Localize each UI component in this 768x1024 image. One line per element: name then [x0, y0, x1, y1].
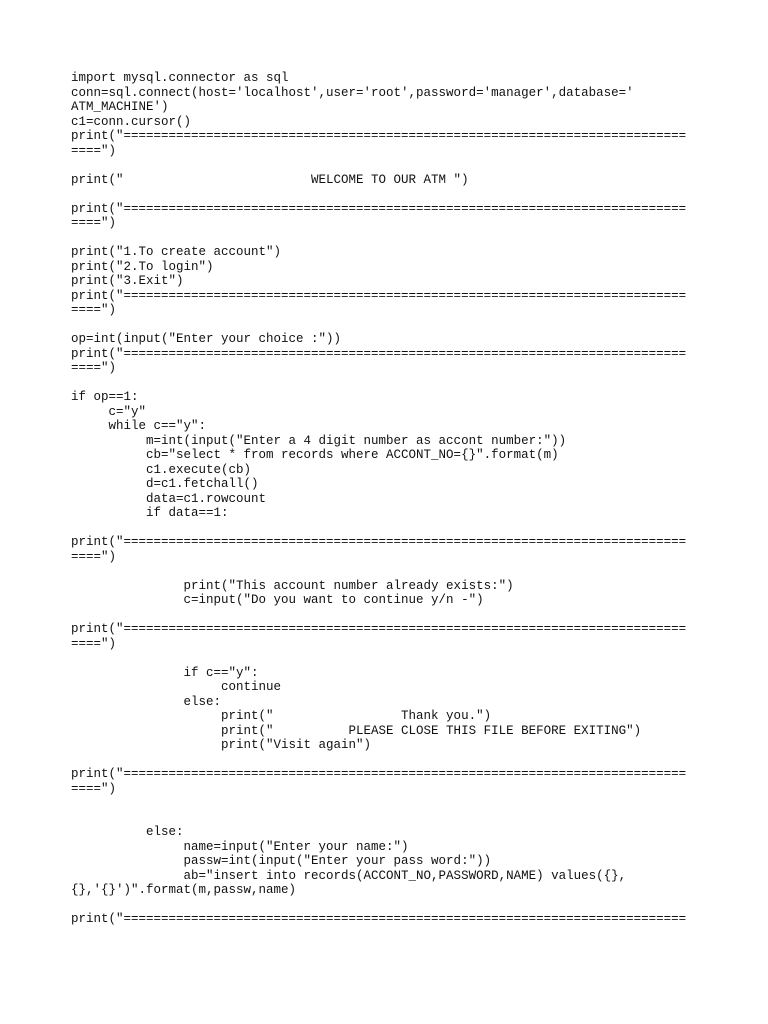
- code-line: ===="): [71, 781, 117, 796]
- code-line: print("Visit again"): [71, 738, 372, 752]
- code-line: if op==1:: [71, 390, 139, 404]
- code-line: if data==1:: [71, 506, 229, 520]
- code-line: print("===========================================================================: [71, 622, 687, 636]
- code-line: c=input("Do you want to continue y/n -"): [71, 593, 484, 607]
- code-line: data=c1.rowcount: [71, 491, 267, 506]
- code-line: continue: [71, 680, 282, 694]
- code-line: print("3.Exit"): [71, 274, 184, 288]
- blank-line: [71, 231, 751, 246]
- code-line: print("===========================================================================: [71, 767, 687, 781]
- code-line: ab="insert into records(ACCONT_NO,PASSWORD,NAME) values({},: [71, 868, 627, 883]
- code-line: else:: [71, 825, 184, 839]
- code-line: print("===========================================================================: [71, 535, 687, 549]
- blank-line: [71, 521, 751, 536]
- code-line: conn=sql.connect(host='localhost',user='root',password='manager',database=': [71, 85, 634, 100]
- code-line: print("2.To login"): [71, 259, 214, 274]
- code-line: print("===========================================================================: [71, 201, 687, 216]
- blank-line: [71, 608, 751, 623]
- code-line: {},'{}')".format(m,passw,name): [71, 883, 297, 897]
- code-line: name=input("Enter your name:"): [71, 839, 409, 854]
- code-line: ===="): [71, 216, 117, 230]
- code-line: c1.execute(cb): [71, 462, 252, 477]
- blank-line: [71, 651, 751, 666]
- code-line: m=int(input("Enter a 4 digit number as accont number:")): [71, 433, 567, 448]
- code-line: passw=int(input("Enter your pass word:")): [71, 854, 492, 868]
- blank-line: [71, 158, 751, 173]
- code-line: print("===========================================================================: [71, 912, 687, 926]
- code-listing: [71, 71, 751, 927]
- code-line: print(" Thank you."): [71, 709, 492, 723]
- code-line: cb="select * from records where ACCONT_NO={}".format(m): [71, 448, 559, 462]
- code-line: print("===========================================================================: [71, 129, 687, 143]
- blank-line: [71, 898, 751, 913]
- code-line: ===="): [71, 361, 117, 375]
- blank-line: [71, 564, 751, 579]
- code-line: while c=="y":: [71, 419, 207, 433]
- code-line: ===="): [71, 303, 117, 317]
- code-line: ATM_MACHINE'): [71, 100, 169, 114]
- code-line: import mysql.connector as sql: [71, 71, 289, 85]
- code-line: c1=conn.cursor(): [71, 114, 192, 129]
- code-line: print(" PLEASE CLOSE THIS FILE BEFORE EXITING"): [71, 723, 642, 738]
- code-line: else:: [71, 694, 222, 709]
- code-line: print(" WELCOME TO OUR ATM "): [71, 172, 469, 187]
- blank-line: [71, 811, 751, 826]
- blank-line: [71, 753, 751, 768]
- code-line: ===="): [71, 636, 117, 651]
- code-line: print("===========================================================================: [71, 346, 687, 361]
- code-line: c="y": [71, 404, 147, 419]
- blank-line: [71, 318, 751, 333]
- code-line: print("This account number already exists:"): [71, 578, 514, 593]
- code-line: ===="): [71, 549, 117, 564]
- code-line: print("===========================================================================: [71, 288, 687, 303]
- blank-line: [71, 187, 751, 202]
- blank-line: [71, 796, 751, 811]
- code-line: d=c1.fetchall(): [71, 477, 259, 491]
- blank-line: [71, 376, 751, 391]
- code-line: if c=="y":: [71, 665, 259, 680]
- code-line: ===="): [71, 143, 117, 158]
- code-line: print("1.To create account"): [71, 245, 282, 259]
- code-line: op=int(input("Enter your choice :")): [71, 332, 342, 346]
